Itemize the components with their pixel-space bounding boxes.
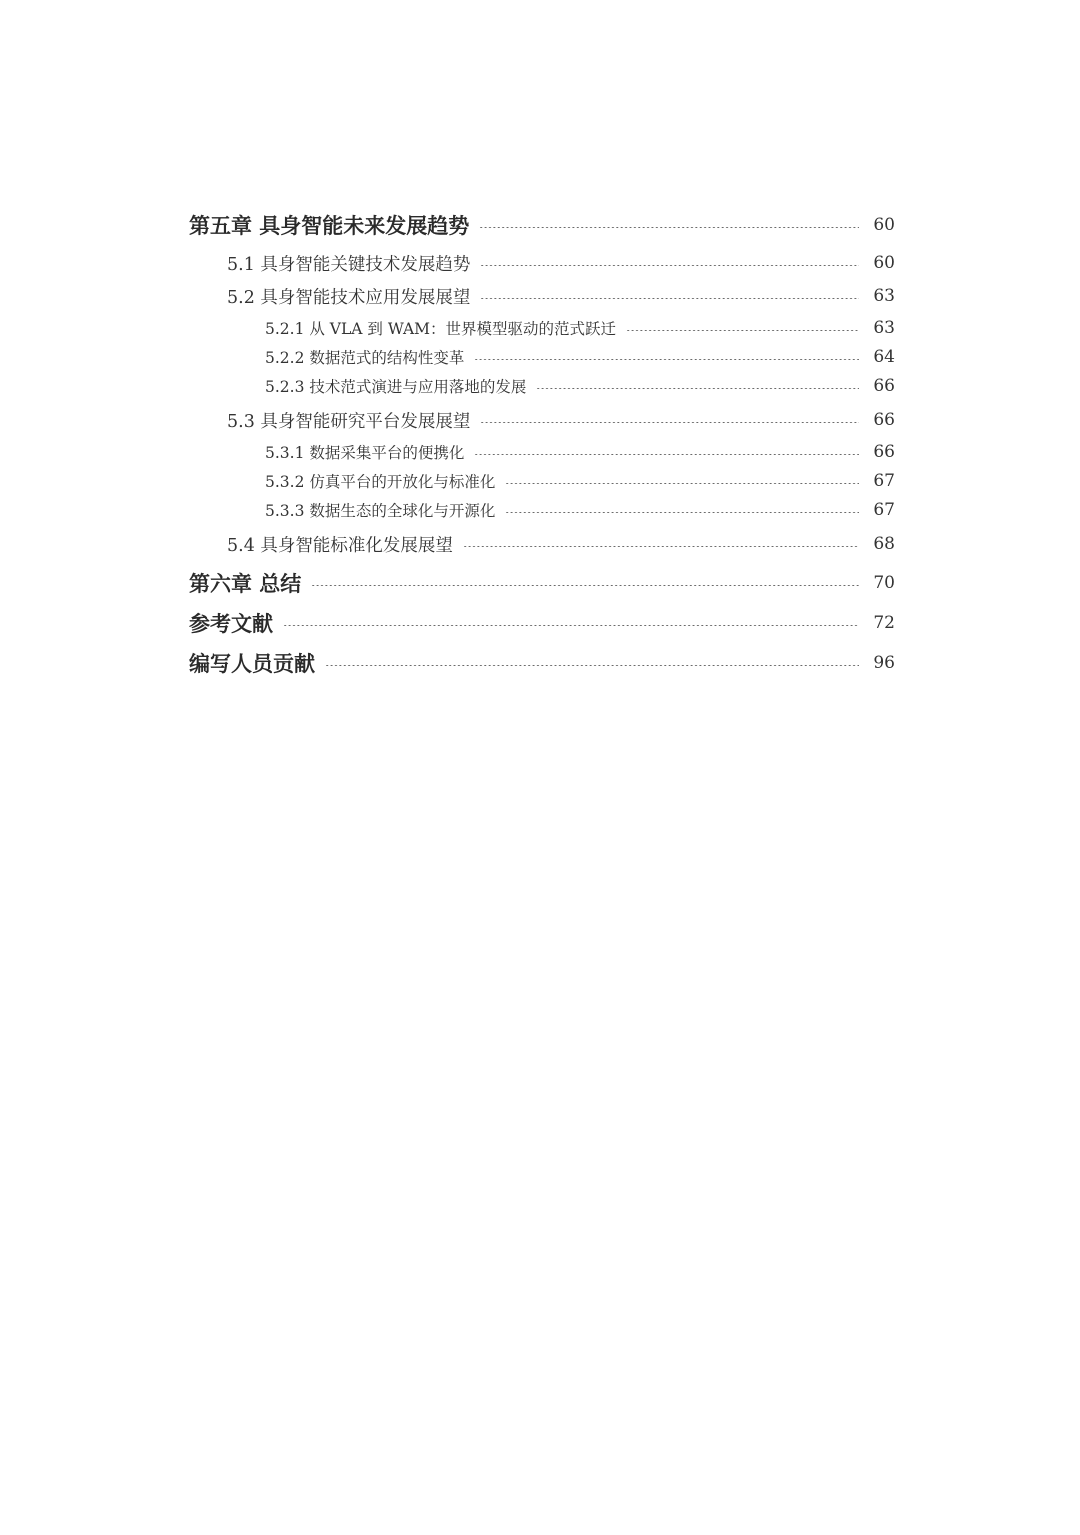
toc-entry-page-number: 68 [873,534,895,554]
toc-entry-section-5-2-1[interactable] [0,316,1080,340]
toc-entry-section-5-2-2[interactable] [0,345,1080,369]
toc-entry-title: 5.2.1 从 VLA 到 WAM：世界模型驱动的范式跃迁 [265,320,617,338]
toc-entry-section-5-3-2[interactable] [0,469,1080,493]
toc-entry-page-number: 63 [873,318,895,338]
dot-leader [536,388,859,389]
toc-entry-references[interactable] [0,608,1080,638]
toc-entry-section-5-4[interactable] [0,531,1080,557]
toc-entry-page-number: 60 [873,253,895,273]
toc-entry-section-5-2-3[interactable] [0,374,1080,398]
toc-entry-page-number: 70 [873,573,895,593]
toc-entry-page-number: 66 [873,376,895,396]
toc-entry-page-number: 64 [873,347,895,367]
dot-leader [479,227,859,228]
toc-entry-section-5-1[interactable] [0,250,1080,276]
toc-entry-section-5-3-1[interactable] [0,440,1080,464]
toc-entry-section-5-3[interactable] [0,407,1080,433]
toc-entry-page-number: 66 [873,410,895,430]
toc-entry-page-number: 96 [873,653,895,673]
toc-entry-page-number: 72 [873,613,895,633]
toc-entry-title: 5.4 具身智能标准化发展展望 [227,535,453,556]
dot-leader [480,422,859,423]
dot-leader [325,665,859,666]
toc-entry-chapter-5[interactable] [0,210,1080,240]
toc-entry-title: 5.2 具身智能技术应用发展展望 [227,287,471,308]
dot-leader [626,330,859,331]
toc-entry-title: 第五章 具身智能未来发展趋势 [189,214,470,238]
dot-leader [480,298,859,299]
toc-entry-title: 5.2.2 数据范式的结构性变革 [265,349,465,367]
dot-leader [505,512,859,513]
toc-entry-contributors[interactable] [0,648,1080,678]
dot-leader [463,546,859,547]
toc-entry-title: 5.3.1 数据采集平台的便携化 [265,444,465,462]
toc-entry-section-5-2[interactable] [0,283,1080,309]
toc-entry-page-number: 60 [873,215,895,235]
dot-leader [311,585,859,586]
dot-leader [283,625,859,626]
toc-entry-title: 编写人员贡献 [189,652,315,676]
toc-entry-section-5-3-3[interactable] [0,498,1080,522]
toc-entry-title: 第六章 总结 [189,572,302,596]
dot-leader [505,483,859,484]
toc-entry-title: 参考文献 [189,612,273,636]
toc-entry-title: 5.2.3 技术范式演进与应用落地的发展 [265,378,527,396]
toc-entry-page-number: 66 [873,442,895,462]
dot-leader [474,454,859,455]
toc-entry-page-number: 63 [873,286,895,306]
toc-entry-page-number: 67 [873,471,895,491]
toc-entry-title: 5.3.2 仿真平台的开放化与标准化 [265,473,496,491]
dot-leader [474,359,859,360]
toc-entry-title: 5.3 具身智能研究平台发展展望 [227,411,471,432]
toc-entry-chapter-6[interactable] [0,568,1080,598]
toc-entry-page-number: 67 [873,500,895,520]
toc-entry-title: 5.3.3 数据生态的全球化与开源化 [265,502,496,520]
dot-leader [480,265,859,266]
toc-entry-title: 5.1 具身智能关键技术发展趋势 [227,254,471,275]
